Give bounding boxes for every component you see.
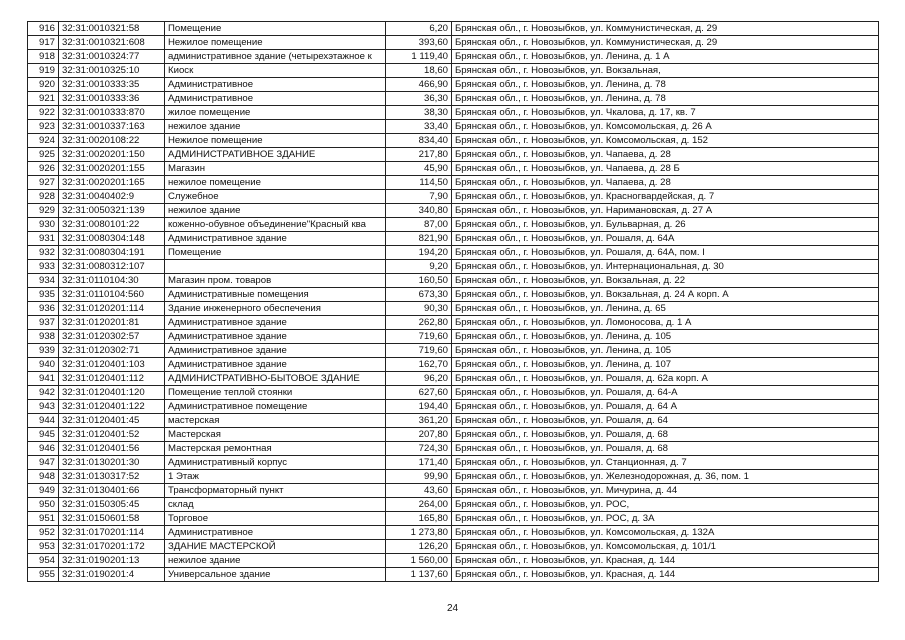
cadastral-number-cell: 32:31:0080304:148 bbox=[59, 232, 165, 246]
cadastral-number-cell: 32:31:0120401:52 bbox=[59, 428, 165, 442]
address-cell: Брянская обл., г. Новозыбков, ул. Наримановская, д. 27 А bbox=[452, 204, 879, 218]
object-name-cell: Административное bbox=[165, 78, 386, 92]
address-cell: Брянская обл., г. Новозыбков, ул. Рошаля, д. 62а корп. А bbox=[452, 372, 879, 386]
area-cell: 114,50 bbox=[386, 176, 452, 190]
object-name-cell: Административное помещение bbox=[165, 400, 386, 414]
row-number-cell: 931 bbox=[28, 232, 59, 246]
area-cell: 99,90 bbox=[386, 470, 452, 484]
cadastral-number-cell: 32:31:0010321:608 bbox=[59, 36, 165, 50]
object-name-cell: Магазин пром. товаров bbox=[165, 274, 386, 288]
cadastral-number-cell: 32:31:0130201:30 bbox=[59, 456, 165, 470]
address-cell: Брянская обл., г. Новозыбков, ул. Интернациональная, д. 30 bbox=[452, 260, 879, 274]
area-cell: 207,80 bbox=[386, 428, 452, 442]
cadastral-number-cell: 32:31:0010321:58 bbox=[59, 22, 165, 36]
area-cell: 6,20 bbox=[386, 22, 452, 36]
row-number-cell: 927 bbox=[28, 176, 59, 190]
object-name-cell: Помещение bbox=[165, 22, 386, 36]
address-cell: Брянская обл., г. Новозыбков, ул. Красная, д. 144 bbox=[452, 554, 879, 568]
area-cell: 627,60 bbox=[386, 386, 452, 400]
object-name-cell: Административное здание bbox=[165, 358, 386, 372]
address-cell: Брянская обл., г. Новозыбков, ул. Чапаева, д. 28 Б bbox=[452, 162, 879, 176]
area-cell: 340,80 bbox=[386, 204, 452, 218]
area-cell: 673,30 bbox=[386, 288, 452, 302]
row-number-cell: 942 bbox=[28, 386, 59, 400]
cadastral-number-cell: 32:31:0190201:13 bbox=[59, 554, 165, 568]
address-cell: Брянская обл., г. Новозыбков, ул. Чкалова, д. 17, кв. 7 bbox=[452, 106, 879, 120]
table-row bbox=[28, 288, 879, 302]
object-name-cell: Здание инженерного обеспечения bbox=[165, 302, 386, 316]
cadastral-number-cell: 32:31:0120302:57 bbox=[59, 330, 165, 344]
cadastral-number-cell: 32:31:0010337:163 bbox=[59, 120, 165, 134]
address-cell: Брянская обл., г. Новозыбков, ул. Ленина, д. 65 bbox=[452, 302, 879, 316]
row-number-cell: 949 bbox=[28, 484, 59, 498]
table-row bbox=[28, 372, 879, 386]
object-name-cell: Административное здание bbox=[165, 330, 386, 344]
area-cell: 361,20 bbox=[386, 414, 452, 428]
cadastral-number-cell: 32:31:0080101:22 bbox=[59, 218, 165, 232]
cadastral-number-cell: 32:31:0120401:112 bbox=[59, 372, 165, 386]
cadastral-number-cell: 32:31:0120302:71 bbox=[59, 344, 165, 358]
row-number-cell: 916 bbox=[28, 22, 59, 36]
cadastral-number-cell: 32:31:0120401:103 bbox=[59, 358, 165, 372]
address-cell: Брянская обл., г. Новозыбков, ул. Комсомольская, д. 152 bbox=[452, 134, 879, 148]
row-number-cell: 950 bbox=[28, 498, 59, 512]
object-name-cell: Мастерская bbox=[165, 428, 386, 442]
area-cell: 834,40 bbox=[386, 134, 452, 148]
row-number-cell: 929 bbox=[28, 204, 59, 218]
address-cell: Брянская обл., г. Новозыбков, ул. Коммунистическая, д. 29 bbox=[452, 22, 879, 36]
area-cell: 821,90 bbox=[386, 232, 452, 246]
area-cell: 194,40 bbox=[386, 400, 452, 414]
address-cell: Брянская обл., г. Новозыбков, ул. Ленина, д. 107 bbox=[452, 358, 879, 372]
area-cell: 18,60 bbox=[386, 64, 452, 78]
registry-table-body bbox=[28, 22, 879, 582]
row-number-cell: 925 bbox=[28, 148, 59, 162]
address-cell: Брянская обл., г. Новозыбков, ул. Рошаля, д. 68 bbox=[452, 442, 879, 456]
table-row bbox=[28, 120, 879, 134]
address-cell: Брянская обл., г. Новозыбков, ул. Ленина, д. 105 bbox=[452, 330, 879, 344]
cadastral-number-cell: 32:31:0120401:122 bbox=[59, 400, 165, 414]
cadastral-number-cell: 32:31:0190201:4 bbox=[59, 568, 165, 582]
area-cell: 165,80 bbox=[386, 512, 452, 526]
address-cell: Брянская обл., г. Новозыбков, ул. Ленина, д. 1 А bbox=[452, 50, 879, 64]
cadastral-number-cell: 32:31:0010325:10 bbox=[59, 64, 165, 78]
table-row bbox=[28, 36, 879, 50]
row-number-cell: 920 bbox=[28, 78, 59, 92]
row-number-cell: 937 bbox=[28, 316, 59, 330]
table-row bbox=[28, 386, 879, 400]
address-cell: Брянская обл., г. Новозыбков, ул. Коммунистическая, д. 29 bbox=[452, 36, 879, 50]
table-row bbox=[28, 358, 879, 372]
address-cell: Брянская обл., г. Новозыбков, ул. Чапаева, д. 28 bbox=[452, 176, 879, 190]
address-cell: Брянская обл., г. Новозыбков, ул. Станционная, д. 7 bbox=[452, 456, 879, 470]
table-row bbox=[28, 218, 879, 232]
cadastral-number-cell: 32:31:0150601:58 bbox=[59, 512, 165, 526]
object-name-cell: Торговое bbox=[165, 512, 386, 526]
table-row bbox=[28, 22, 879, 36]
object-name-cell: нежилое помещение bbox=[165, 176, 386, 190]
object-name-cell bbox=[165, 260, 386, 274]
cadastral-number-cell: 32:31:0130401:66 bbox=[59, 484, 165, 498]
area-cell: 87,00 bbox=[386, 218, 452, 232]
area-cell: 262,80 bbox=[386, 316, 452, 330]
row-number-cell: 921 bbox=[28, 92, 59, 106]
registry-sheet bbox=[27, 21, 879, 582]
row-number-cell: 918 bbox=[28, 50, 59, 64]
cadastral-number-cell: 32:31:0080304:191 bbox=[59, 246, 165, 260]
cadastral-number-cell: 32:31:0020201:150 bbox=[59, 148, 165, 162]
address-cell: Брянская обл., г. Новозыбков, ул. РОС, д. 3А bbox=[452, 512, 879, 526]
row-number-cell: 941 bbox=[28, 372, 59, 386]
address-cell: Брянская обл., г. Новозыбков, ул. Рошаля, д. 64 bbox=[452, 414, 879, 428]
area-cell: 7,90 bbox=[386, 190, 452, 204]
row-number-cell: 940 bbox=[28, 358, 59, 372]
cadastral-number-cell: 32:31:0050321:139 bbox=[59, 204, 165, 218]
object-name-cell: административное здание (четырехэтажное к bbox=[165, 50, 386, 64]
object-name-cell: Служебное bbox=[165, 190, 386, 204]
table-row bbox=[28, 106, 879, 120]
table-row bbox=[28, 568, 879, 582]
cadastral-number-cell: 32:31:0080312:107 bbox=[59, 260, 165, 274]
cadastral-number-cell: 32:31:0120401:56 bbox=[59, 442, 165, 456]
table-row bbox=[28, 456, 879, 470]
row-number-cell: 928 bbox=[28, 190, 59, 204]
address-cell: Брянская обл., г. Новозыбков, ул. Комсомольская, д. 26 А bbox=[452, 120, 879, 134]
row-number-cell: 943 bbox=[28, 400, 59, 414]
table-row bbox=[28, 64, 879, 78]
object-name-cell: Помещение bbox=[165, 246, 386, 260]
address-cell: Брянская обл., г. Новозыбков, ул. Вокзальная, д. 24 А корп. А bbox=[452, 288, 879, 302]
row-number-cell: 938 bbox=[28, 330, 59, 344]
address-cell: Брянская обл., г. Новозыбков, ул. Комсомольская, д. 101/1 bbox=[452, 540, 879, 554]
area-cell: 90,30 bbox=[386, 302, 452, 316]
address-cell: Брянская обл., г. Новозыбков, ул. Чапаева, д. 28 bbox=[452, 148, 879, 162]
object-name-cell: Нежилое помещение bbox=[165, 36, 386, 50]
table-row bbox=[28, 148, 879, 162]
row-number-cell: 930 bbox=[28, 218, 59, 232]
address-cell: Брянская обл., г. Новозыбков, ул. Ломоносова, д. 1 А bbox=[452, 316, 879, 330]
table-row bbox=[28, 92, 879, 106]
area-cell: 126,20 bbox=[386, 540, 452, 554]
table-row bbox=[28, 470, 879, 484]
cadastral-number-cell: 32:31:0120401:120 bbox=[59, 386, 165, 400]
table-row bbox=[28, 414, 879, 428]
address-cell: Брянская обл., г. Новозыбков, ул. Вокзальная, д. 22 bbox=[452, 274, 879, 288]
table-row bbox=[28, 442, 879, 456]
address-cell: Брянская обл., г. Новозыбков, ул. Рошаля, д. 64А bbox=[452, 232, 879, 246]
area-cell: 393,60 bbox=[386, 36, 452, 50]
address-cell: Брянская обл., г. Новозыбков, ул. Рошаля, д. 68 bbox=[452, 428, 879, 442]
area-cell: 466,90 bbox=[386, 78, 452, 92]
object-name-cell: 1 Этаж bbox=[165, 470, 386, 484]
cadastral-number-cell: 32:31:0130317:52 bbox=[59, 470, 165, 484]
object-name-cell: Универсальное здание bbox=[165, 568, 386, 582]
row-number-cell: 924 bbox=[28, 134, 59, 148]
object-name-cell: мастерская bbox=[165, 414, 386, 428]
table-row bbox=[28, 78, 879, 92]
address-cell: Брянская обл., г. Новозыбков, ул. Мичурина, д. 44 bbox=[452, 484, 879, 498]
address-cell: Брянская обл., г. Новозыбков, ул. РОС, bbox=[452, 498, 879, 512]
table-row bbox=[28, 554, 879, 568]
row-number-cell: 953 bbox=[28, 540, 59, 554]
cadastral-number-cell: 32:31:0110104:30 bbox=[59, 274, 165, 288]
row-number-cell: 955 bbox=[28, 568, 59, 582]
row-number-cell: 934 bbox=[28, 274, 59, 288]
cadastral-number-cell: 32:31:0120401:45 bbox=[59, 414, 165, 428]
area-cell: 162,70 bbox=[386, 358, 452, 372]
row-number-cell: 919 bbox=[28, 64, 59, 78]
table-row bbox=[28, 316, 879, 330]
address-cell: Брянская обл., г. Новозыбков, ул. Красная, д. 144 bbox=[452, 568, 879, 582]
area-cell: 724,30 bbox=[386, 442, 452, 456]
cadastral-number-cell: 32:31:0170201:114 bbox=[59, 526, 165, 540]
row-number-cell: 939 bbox=[28, 344, 59, 358]
table-row bbox=[28, 344, 879, 358]
object-name-cell: жилое помещение bbox=[165, 106, 386, 120]
object-name-cell: Административное здание bbox=[165, 316, 386, 330]
table-row bbox=[28, 484, 879, 498]
area-cell: 1 273,80 bbox=[386, 526, 452, 540]
cadastral-number-cell: 32:31:0170201:172 bbox=[59, 540, 165, 554]
table-row bbox=[28, 134, 879, 148]
area-cell: 171,40 bbox=[386, 456, 452, 470]
cadastral-number-cell: 32:31:0150305:45 bbox=[59, 498, 165, 512]
row-number-cell: 946 bbox=[28, 442, 59, 456]
table-row bbox=[28, 400, 879, 414]
object-name-cell: Мастерская ремонтная bbox=[165, 442, 386, 456]
object-name-cell: ЗДАНИЕ МАСТЕРСКОЙ bbox=[165, 540, 386, 554]
area-cell: 36,30 bbox=[386, 92, 452, 106]
object-name-cell: Киоск bbox=[165, 64, 386, 78]
area-cell: 43,60 bbox=[386, 484, 452, 498]
address-cell: Брянская обл., г. Новозыбков, ул. Рошаля, д. 64 А bbox=[452, 400, 879, 414]
row-number-cell: 932 bbox=[28, 246, 59, 260]
area-cell: 217,80 bbox=[386, 148, 452, 162]
cadastral-number-cell: 32:31:0020108:22 bbox=[59, 134, 165, 148]
row-number-cell: 922 bbox=[28, 106, 59, 120]
table-row bbox=[28, 176, 879, 190]
object-name-cell: нежилое здание bbox=[165, 120, 386, 134]
cadastral-number-cell: 32:31:0040402:9 bbox=[59, 190, 165, 204]
object-name-cell: нежилое здание bbox=[165, 554, 386, 568]
object-name-cell: Трансформаторный пункт bbox=[165, 484, 386, 498]
object-name-cell: Административное bbox=[165, 526, 386, 540]
object-name-cell: нежилое здание bbox=[165, 204, 386, 218]
object-name-cell: АДМИНИСТРАТИВНО-БЫТОВОЕ ЗДАНИЕ bbox=[165, 372, 386, 386]
area-cell: 1 137,60 bbox=[386, 568, 452, 582]
object-name-cell: коженно-обувное объединение"Красный ква bbox=[165, 218, 386, 232]
table-row bbox=[28, 512, 879, 526]
cadastral-number-cell: 32:31:0010333:35 bbox=[59, 78, 165, 92]
object-name-cell: Административное здание bbox=[165, 232, 386, 246]
area-cell: 45,90 bbox=[386, 162, 452, 176]
row-number-cell: 951 bbox=[28, 512, 59, 526]
row-number-cell: 933 bbox=[28, 260, 59, 274]
area-cell: 38,30 bbox=[386, 106, 452, 120]
table-row bbox=[28, 526, 879, 540]
row-number-cell: 936 bbox=[28, 302, 59, 316]
row-number-cell: 944 bbox=[28, 414, 59, 428]
area-cell: 264,00 bbox=[386, 498, 452, 512]
address-cell: Брянская обл., г. Новозыбков, ул. Ленина, д. 78 bbox=[452, 92, 879, 106]
area-cell: 9,20 bbox=[386, 260, 452, 274]
address-cell: Брянская обл., г. Новозыбков, ул. Ленина, д. 105 bbox=[452, 344, 879, 358]
row-number-cell: 917 bbox=[28, 36, 59, 50]
object-name-cell: Помещение теплой стоянки bbox=[165, 386, 386, 400]
object-name-cell: Магазин bbox=[165, 162, 386, 176]
cadastral-number-cell: 32:31:0120201:81 bbox=[59, 316, 165, 330]
object-name-cell: АДМИНИСТРАТИВНОЕ ЗДАНИЕ bbox=[165, 148, 386, 162]
table-row bbox=[28, 50, 879, 64]
object-name-cell: Административный корпус bbox=[165, 456, 386, 470]
row-number-cell: 923 bbox=[28, 120, 59, 134]
cadastral-number-cell: 32:31:0010333:870 bbox=[59, 106, 165, 120]
address-cell: Брянская обл., г. Новозыбков, ул. Рошаля, д. 64А, пом. I bbox=[452, 246, 879, 260]
row-number-cell: 945 bbox=[28, 428, 59, 442]
cadastral-number-cell: 32:31:0120201:114 bbox=[59, 302, 165, 316]
cadastral-number-cell: 32:31:0010324:77 bbox=[59, 50, 165, 64]
object-name-cell: Административное здание bbox=[165, 344, 386, 358]
area-cell: 719,60 bbox=[386, 344, 452, 358]
table-row bbox=[28, 260, 879, 274]
address-cell: Брянская обл., г. Новозыбков, ул. Бульварная, д. 26 bbox=[452, 218, 879, 232]
table-row bbox=[28, 162, 879, 176]
area-cell: 1 119,40 bbox=[386, 50, 452, 64]
object-name-cell: Административное bbox=[165, 92, 386, 106]
table-row bbox=[28, 190, 879, 204]
table-row bbox=[28, 274, 879, 288]
table-row bbox=[28, 246, 879, 260]
area-cell: 1 560,00 bbox=[386, 554, 452, 568]
address-cell: Брянская обл., г. Новозыбков, ул. Ленина, д. 78 bbox=[452, 78, 879, 92]
table-row bbox=[28, 232, 879, 246]
row-number-cell: 935 bbox=[28, 288, 59, 302]
address-cell: Брянская обл., г. Новозыбков, ул. Рошаля, д. 64-А bbox=[452, 386, 879, 400]
table-row bbox=[28, 330, 879, 344]
cadastral-number-cell: 32:31:0020201:165 bbox=[59, 176, 165, 190]
area-cell: 33,40 bbox=[386, 120, 452, 134]
table-row bbox=[28, 540, 879, 554]
row-number-cell: 948 bbox=[28, 470, 59, 484]
row-number-cell: 947 bbox=[28, 456, 59, 470]
object-name-cell: Нежилое помещение bbox=[165, 134, 386, 148]
row-number-cell: 952 bbox=[28, 526, 59, 540]
area-cell: 96,20 bbox=[386, 372, 452, 386]
area-cell: 160,50 bbox=[386, 274, 452, 288]
row-number-cell: 926 bbox=[28, 162, 59, 176]
cadastral-number-cell: 32:31:0020201:155 bbox=[59, 162, 165, 176]
table-row bbox=[28, 498, 879, 512]
address-cell: Брянская обл., г. Новозыбков, ул. Комсомольская, д. 132А bbox=[452, 526, 879, 540]
address-cell: Брянская обл., г. Новозыбков, ул. Железнодорожная, д. 36, пом. 1 bbox=[452, 470, 879, 484]
object-name-cell: склад bbox=[165, 498, 386, 512]
area-cell: 194,20 bbox=[386, 246, 452, 260]
area-cell: 719,60 bbox=[386, 330, 452, 344]
row-number-cell: 954 bbox=[28, 554, 59, 568]
cadastral-number-cell: 32:31:0110104:560 bbox=[59, 288, 165, 302]
table-row bbox=[28, 428, 879, 442]
table-row bbox=[28, 204, 879, 218]
address-cell: Брянская обл., г. Новозыбков, ул. Красногвардейская, д. 7 bbox=[452, 190, 879, 204]
page-number: 24 bbox=[446, 603, 459, 614]
address-cell: Брянская обл., г. Новозыбков, ул. Вокзальная, bbox=[452, 64, 879, 78]
table-row bbox=[28, 302, 879, 316]
property-registry-table bbox=[27, 21, 879, 582]
cadastral-number-cell: 32:31:0010333:36 bbox=[59, 92, 165, 106]
object-name-cell: Административные помещения bbox=[165, 288, 386, 302]
